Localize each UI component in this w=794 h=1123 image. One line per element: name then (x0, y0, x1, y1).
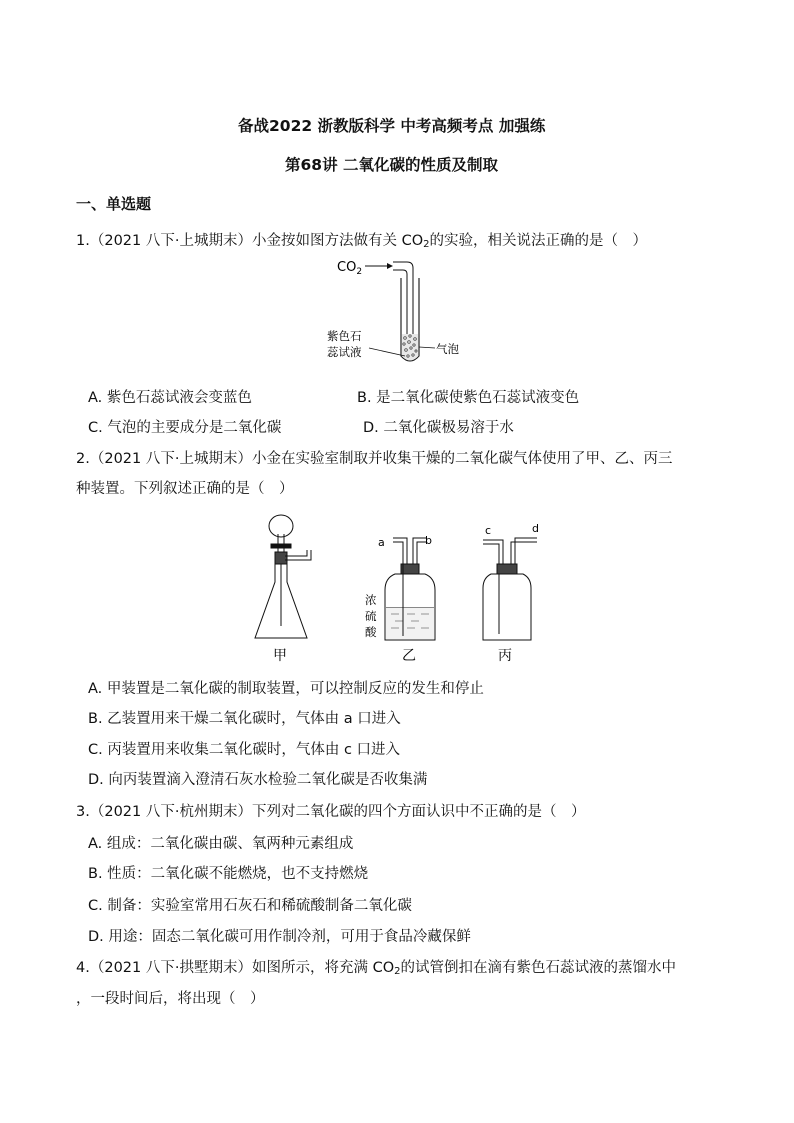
question-source: （2021 八下·拱墅期末） (89, 960, 252, 976)
question-text: 小金按如图方法做有关 CO (251, 233, 424, 249)
question-number: 1. (76, 233, 90, 249)
apparatus-bing (483, 538, 537, 640)
option-b[interactable]: B. 性质：二氧化碳不能燃烧，也不支持燃烧 (88, 866, 369, 882)
page-title: 备战2022 浙教版科学 中考高频考点 加强练 (238, 117, 546, 135)
apparatus-yi (385, 538, 435, 640)
option-b[interactable]: B. 乙装置用来干燥二氧化碳时，气体由 a 口进入 (88, 711, 401, 727)
question-source: （2021 八下·杭州期末） (89, 804, 252, 820)
liquid-label: 紫色石 (327, 329, 362, 343)
question-1 (76, 231, 647, 251)
question-source: （2021 八下·上城期末） (89, 233, 252, 249)
acid-label: 硫 (365, 609, 377, 623)
port-label-a: a (378, 536, 385, 549)
apparatus-jia (255, 515, 311, 638)
option-b[interactable]: B. 是二氧化碳使紫色石蕊试液变色 (357, 390, 580, 406)
question-2-line-2: 种装置。下列叙述正确的是（ ） (76, 481, 294, 497)
question-number: 2. (76, 451, 90, 467)
question-text: 如图所示，将充满 CO (251, 960, 395, 976)
port-label-b: b (425, 534, 432, 547)
arrow-head (387, 263, 393, 269)
figure-co2-test-tube (325, 252, 475, 378)
question-text: 小金在实验室制取并收集干燥的二氧化碳气体使用了甲、乙、丙三 (251, 451, 673, 467)
question-number: 3. (76, 804, 90, 820)
port-label-d: d (532, 522, 539, 535)
caption-jia: 甲 (273, 648, 287, 664)
option-a[interactable]: A. 组成：二氧化碳由碳、氧两种元素组成 (88, 836, 354, 852)
option-d[interactable]: D. 用途：固态二氧化碳可用作制冷剂，可用于食品冷藏保鲜 (88, 929, 471, 945)
liquid-label: 蕊试液 (327, 345, 362, 359)
question-4-line-2: ，一段时间后，将出现（ ） (76, 991, 265, 1007)
option-c[interactable]: C. 气泡的主要成分是二氧化碳 (88, 420, 282, 436)
option-a[interactable]: A. 甲装置是二氧化碳的制取装置，可以控制反应的发生和停止 (88, 681, 484, 697)
caption-yi: 乙 (402, 648, 416, 664)
figure-apparatus (245, 508, 555, 668)
co2-label: $CO_2$ (337, 260, 363, 277)
section-heading: 一、单选题 (76, 195, 152, 213)
acid-label: 酸 (365, 625, 377, 639)
option-a[interactable]: A. 紫色石蕊试液会变蓝色 (88, 390, 252, 406)
question-number: 4. (76, 960, 90, 976)
question-text: 的试管倒扣在滴有紫色石蕊试液的蒸馏水中 (400, 960, 676, 976)
question-4 (76, 958, 676, 978)
port-label-c: c (485, 524, 492, 537)
question-source: （2021 八下·上城期末） (89, 451, 252, 467)
acid-label: 浓 (365, 593, 377, 607)
caption-bing: 丙 (498, 648, 512, 664)
subscript: 2 (394, 966, 401, 977)
question-text: 下列对二氧化碳的四个方面认识中不正确的是（ ） (251, 804, 586, 820)
bubble-label: 气泡 (436, 342, 459, 356)
question-3 (76, 802, 585, 822)
option-d[interactable]: D. 向丙装置滴入澄清石灰水检验二氧化碳是否收集满 (88, 772, 428, 788)
pointer-line (369, 348, 405, 356)
option-c[interactable]: C. 制备：实验室常用石灰石和稀硫酸制备二氧化碳 (88, 898, 412, 914)
page-subtitle: 第68讲 二氧化碳的性质及制取 (285, 156, 498, 174)
option-d[interactable]: D. 二氧化碳极易溶于水 (363, 420, 514, 436)
question-2 (76, 449, 672, 469)
question-text: 的实验，相关说法正确的是（ ） (429, 233, 647, 249)
pointer-line (419, 347, 435, 348)
subscript: 2 (423, 239, 430, 250)
option-c[interactable]: C. 丙装置用来收集二氧化碳时，气体由 c 口进入 (88, 742, 401, 758)
